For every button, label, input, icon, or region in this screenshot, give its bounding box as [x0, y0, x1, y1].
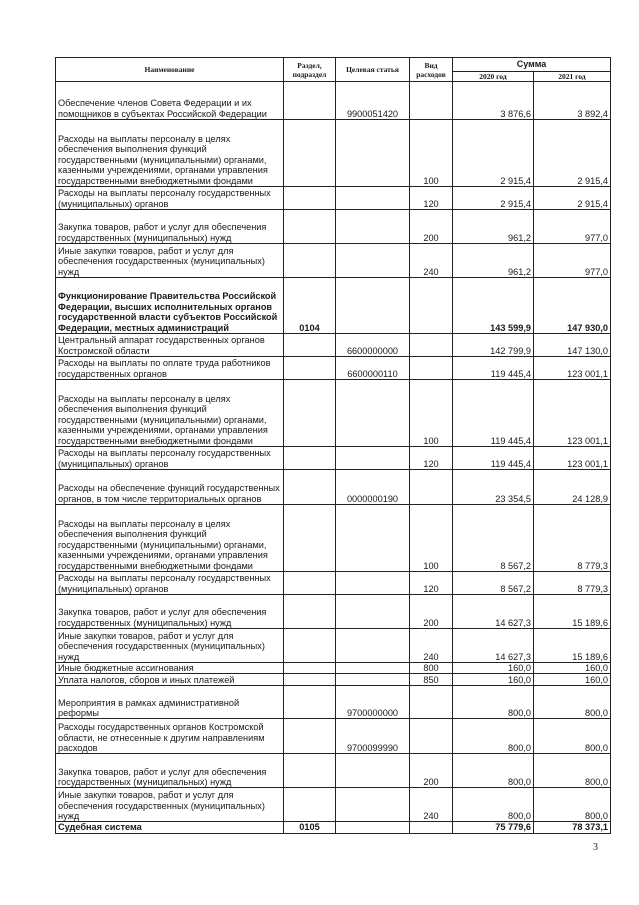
- header-expense-type: Вид расходов: [410, 58, 453, 82]
- row-name: Расходы на выплаты персоналу государственных (муниципальных) органов: [56, 572, 284, 595]
- table-row: [56, 447, 611, 470]
- table-row: [56, 663, 611, 674]
- row-sum-2021: 2 915,4: [534, 187, 611, 210]
- row-sum-2020: 3 876,6: [453, 82, 534, 120]
- row-sum-2021: 160,0: [534, 663, 611, 674]
- row-name: Расходы на выплаты персоналу государственных (муниципальных) органов: [56, 187, 284, 210]
- row-article: [336, 505, 410, 572]
- row-section: [284, 470, 336, 505]
- row-sum-2020: 143 599,9: [453, 278, 534, 334]
- row-section: [284, 788, 336, 822]
- row-name: Иные закупки товаров, работ и услуг для обеспечения государственных (муниципальных) нужд: [56, 629, 284, 663]
- row-sum-2020: 14 627,3: [453, 595, 534, 629]
- row-name: Судебная система: [56, 822, 284, 833]
- row-section: [284, 754, 336, 788]
- row-section: [284, 674, 336, 686]
- row-expense-type: [410, 686, 453, 719]
- table-row: [56, 788, 611, 822]
- row-sum-2020: 119 445,4: [453, 447, 534, 470]
- table-row: [56, 120, 611, 187]
- row-section: [284, 334, 336, 357]
- row-name: Расходы на выплаты персоналу в целях обеспечения выполнения функций государственными (муниципальными) органами, казенными учреждениями, органами управления государственными внебюджетными фондами: [56, 380, 284, 447]
- row-sum-2021: 8 779,3: [534, 505, 611, 572]
- row-name: Функционирование Правительства Российской Федерации, высших исполнительных органов государственной власти субъектов Российской Федерации, местных администраций: [56, 278, 284, 334]
- row-sum-2020: 119 445,4: [453, 380, 534, 447]
- row-sum-2021: 78 373,1: [534, 822, 611, 833]
- row-section: [284, 572, 336, 595]
- row-expense-type: 100: [410, 380, 453, 447]
- row-sum-2020: 961,2: [453, 210, 534, 244]
- row-sum-2020: 800,0: [453, 788, 534, 822]
- row-sum-2020: 800,0: [453, 719, 534, 754]
- row-sum-2020: 800,0: [453, 754, 534, 788]
- row-section: [284, 447, 336, 470]
- header-section: Раздел, подраздел: [284, 58, 336, 82]
- row-section: [284, 595, 336, 629]
- row-article: [336, 210, 410, 244]
- row-sum-2021: 3 892,4: [534, 82, 611, 120]
- row-expense-type: [410, 334, 453, 357]
- table-row: [56, 822, 611, 833]
- header-year-2021: 2021 год: [534, 72, 611, 82]
- row-sum-2020: 119 445,4: [453, 357, 534, 380]
- row-section: [284, 120, 336, 187]
- table-row: [56, 674, 611, 686]
- row-section: [284, 357, 336, 380]
- table-row: [56, 719, 611, 754]
- row-name: Иные закупки товаров, работ и услуг для обеспечения государственных (муниципальных) нужд: [56, 244, 284, 278]
- table-body: [56, 82, 611, 834]
- row-article: [336, 187, 410, 210]
- row-section: [284, 380, 336, 447]
- row-sum-2021: 977,0: [534, 244, 611, 278]
- table-row: [56, 505, 611, 572]
- row-section: [284, 210, 336, 244]
- row-article: [336, 447, 410, 470]
- row-article: 9700099990: [336, 719, 410, 754]
- row-name: Центральный аппарат государственных органов Костромской области: [56, 334, 284, 357]
- row-expense-type: [410, 822, 453, 833]
- row-article: [336, 380, 410, 447]
- row-sum-2021: 24 128,9: [534, 470, 611, 505]
- row-article: 0000000190: [336, 470, 410, 505]
- table-row: [56, 82, 611, 120]
- row-section: [284, 244, 336, 278]
- row-sum-2021: 800,0: [534, 788, 611, 822]
- row-name: Расходы государственных органов Костромской области, не отнесенные к другим направлениям расходов: [56, 719, 284, 754]
- table-row: [56, 244, 611, 278]
- row-sum-2021: 977,0: [534, 210, 611, 244]
- row-section: [284, 719, 336, 754]
- row-sum-2020: 160,0: [453, 663, 534, 674]
- row-name: Расходы на выплаты персоналу в целях обеспечения выполнения функций государственными (муниципальными) органами, казенными учреждениями, органами управления государственными внебюджетными фондами: [56, 505, 284, 572]
- row-sum-2021: 123 001,1: [534, 380, 611, 447]
- row-expense-type: [410, 470, 453, 505]
- row-expense-type: 240: [410, 629, 453, 663]
- row-sum-2021: 147 930,0: [534, 278, 611, 334]
- row-sum-2020: 800,0: [453, 686, 534, 719]
- row-sum-2020: 23 354,5: [453, 470, 534, 505]
- row-name: Расходы на обеспечение функций государственных органов, в том числе территориальных органов: [56, 470, 284, 505]
- row-sum-2021: 160,0: [534, 674, 611, 686]
- row-article: [336, 674, 410, 686]
- row-name: Иные бюджетные ассигнования: [56, 663, 284, 674]
- header-year-2020: 2020 год: [453, 72, 534, 82]
- row-article: [336, 278, 410, 334]
- row-article: [336, 788, 410, 822]
- row-name: Расходы на выплаты персоналу в целях обеспечения выполнения функций государственными (муниципальными) органами, казенными учреждениями, органами управления государственными внебюджетными фондами: [56, 120, 284, 187]
- row-name: Расходы на выплаты персоналу государственных (муниципальных) органов: [56, 447, 284, 470]
- row-expense-type: 800: [410, 663, 453, 674]
- row-section: [284, 629, 336, 663]
- row-sum-2020: 2 915,4: [453, 120, 534, 187]
- row-expense-type: 240: [410, 244, 453, 278]
- row-sum-2021: 123 001,1: [534, 357, 611, 380]
- header-sum: Сумма: [453, 58, 611, 72]
- row-expense-type: [410, 719, 453, 754]
- row-name: Закупка товаров, работ и услуг для обеспечения государственных (муниципальных) нужд: [56, 754, 284, 788]
- header-name: Наименование: [56, 58, 284, 82]
- row-article: [336, 244, 410, 278]
- table-row: [56, 334, 611, 357]
- row-article: 9700000000: [336, 686, 410, 719]
- row-sum-2021: 147 130,0: [534, 334, 611, 357]
- table-row: [56, 187, 611, 210]
- table-row: [56, 380, 611, 447]
- row-expense-type: 240: [410, 788, 453, 822]
- row-expense-type: 200: [410, 210, 453, 244]
- row-expense-type: 850: [410, 674, 453, 686]
- row-section: 0105: [284, 822, 336, 833]
- row-expense-type: 120: [410, 572, 453, 595]
- row-sum-2021: 800,0: [534, 686, 611, 719]
- row-name: Уплата налогов, сборов и иных платежей: [56, 674, 284, 686]
- budget-table: [55, 57, 611, 834]
- row-sum-2020: 142 799,9: [453, 334, 534, 357]
- row-section: [284, 505, 336, 572]
- row-name: Расходы на выплаты по оплате труда работников государственных органов: [56, 357, 284, 380]
- row-sum-2021: 15 189,6: [534, 629, 611, 663]
- row-expense-type: 200: [410, 754, 453, 788]
- row-sum-2020: 8 567,2: [453, 572, 534, 595]
- table-row: [56, 595, 611, 629]
- row-sum-2020: 2 915,4: [453, 187, 534, 210]
- row-section: [284, 686, 336, 719]
- row-expense-type: 100: [410, 120, 453, 187]
- row-sum-2020: 75 779,6: [453, 822, 534, 833]
- row-expense-type: 200: [410, 595, 453, 629]
- row-article: 6600000110: [336, 357, 410, 380]
- row-name: Мероприятия в рамках административной реформы: [56, 686, 284, 719]
- row-section: 0104: [284, 278, 336, 334]
- row-expense-type: [410, 278, 453, 334]
- table-row: [56, 686, 611, 719]
- table-row: [56, 357, 611, 380]
- row-sum-2021: 15 189,6: [534, 595, 611, 629]
- row-sum-2021: 8 779,3: [534, 572, 611, 595]
- row-section: [284, 82, 336, 120]
- row-expense-type: 100: [410, 505, 453, 572]
- row-name: Закупка товаров, работ и услуг для обеспечения государственных (муниципальных) нужд: [56, 595, 284, 629]
- row-name: Иные закупки товаров, работ и услуг для обеспечения государственных (муниципальных) нужд: [56, 788, 284, 822]
- row-expense-type: 120: [410, 447, 453, 470]
- row-article: [336, 120, 410, 187]
- row-sum-2020: 160,0: [453, 674, 534, 686]
- table-row: [56, 572, 611, 595]
- row-sum-2020: 8 567,2: [453, 505, 534, 572]
- table-row: [56, 754, 611, 788]
- row-sum-2020: 14 627,3: [453, 629, 534, 663]
- row-sum-2021: 2 915,4: [534, 120, 611, 187]
- row-sum-2021: 800,0: [534, 719, 611, 754]
- row-sum-2021: 800,0: [534, 754, 611, 788]
- row-article: 9900051420: [336, 82, 410, 120]
- row-expense-type: [410, 357, 453, 380]
- row-section: [284, 663, 336, 674]
- table-row: [56, 629, 611, 663]
- row-article: [336, 595, 410, 629]
- row-article: [336, 572, 410, 595]
- row-article: 6600000000: [336, 334, 410, 357]
- row-section: [284, 187, 336, 210]
- row-article: [336, 629, 410, 663]
- row-expense-type: 120: [410, 187, 453, 210]
- table-row: [56, 470, 611, 505]
- header-article: Целевая статья: [336, 58, 410, 82]
- row-sum-2021: 123 001,1: [534, 447, 611, 470]
- row-article: [336, 822, 410, 833]
- table-row: [56, 210, 611, 244]
- row-article: [336, 663, 410, 674]
- row-article: [336, 754, 410, 788]
- page-number: 3: [593, 842, 598, 853]
- row-name: Закупка товаров, работ и услуг для обеспечения государственных (муниципальных) нужд: [56, 210, 284, 244]
- row-sum-2020: 961,2: [453, 244, 534, 278]
- row-name: Обеспечение членов Совета Федерации и их помощников в субъектах Российской Федерации: [56, 82, 284, 120]
- table-row: [56, 278, 611, 334]
- row-expense-type: [410, 82, 453, 120]
